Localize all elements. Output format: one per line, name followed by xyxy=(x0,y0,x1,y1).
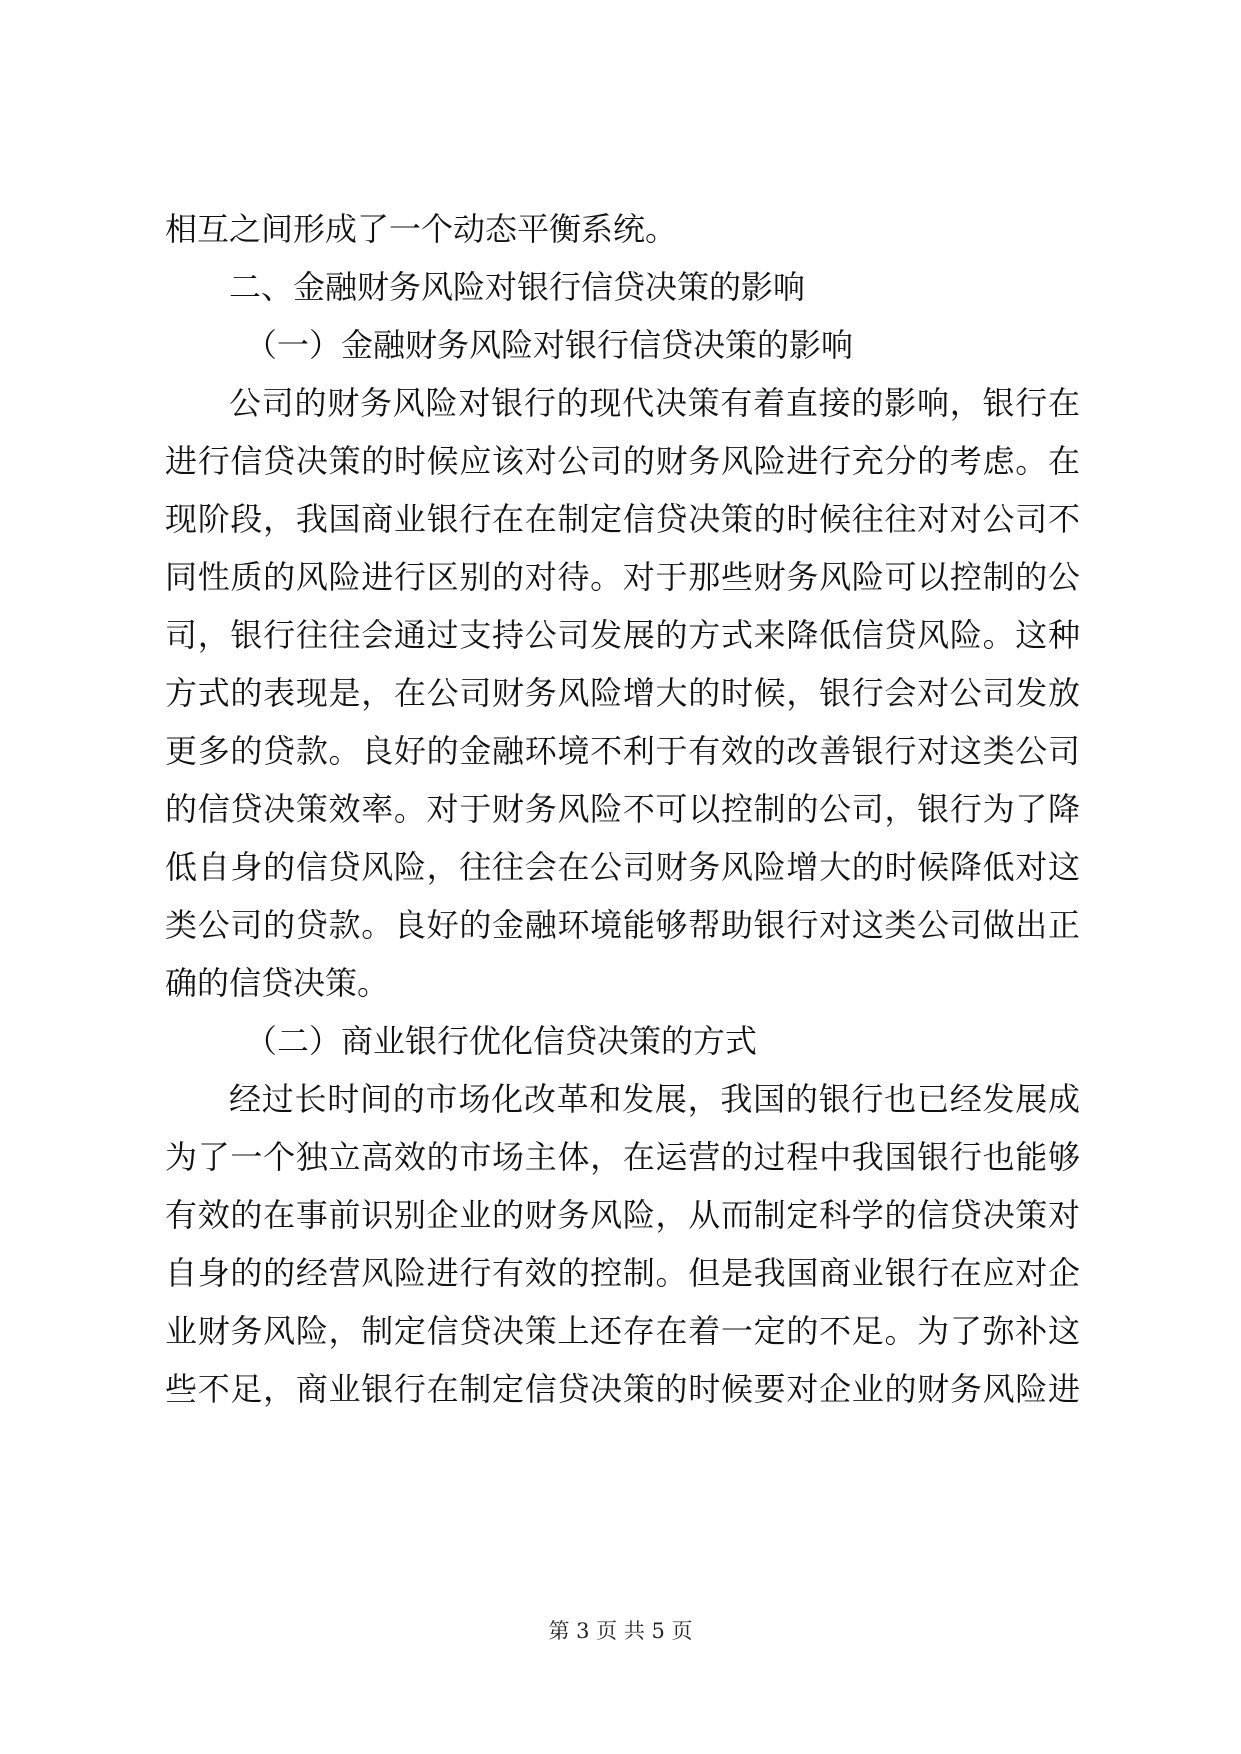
page-number-footer: 第 3 页 共 5 页 xyxy=(548,1619,693,1643)
paragraph-line: 司，银行往往会通过支持公司发展的方式来降低信贷风险。这种 xyxy=(165,616,1080,654)
paragraph-line: 进行信贷决策的时候应该对公司的财务风险进行充分的考虑。在 xyxy=(165,442,1080,480)
paragraph-line: 同性质的风险进行区别的对待。对于那些财务风险可以控制的公 xyxy=(165,558,1080,596)
document-body xyxy=(165,200,1080,1418)
paragraph-line: 低自身的信贷风险，往往会在公司财务风险增大的时候降低对这 xyxy=(165,848,1080,886)
paragraph-line: 现阶段，我国商业银行在在制定信贷决策的时候往往对对公司不 xyxy=(165,500,1080,538)
paragraph-line: 的信贷决策效率。对于财务风险不可以控制的公司，银行为了降 xyxy=(165,790,1080,828)
subsection-heading: （一）金融财务风险对银行信贷决策的影响 xyxy=(245,326,854,364)
paragraph-line: 业财务风险，制定信贷决策上还存在着一定的不足。为了弥补这 xyxy=(165,1312,1080,1350)
paragraph-line: 有效的在事前识别企业的财务风险，从而制定科学的信贷决策对 xyxy=(165,1196,1080,1234)
paragraph-line: 自身的的经营风险进行有效的控制。但是我国商业银行在应对企 xyxy=(165,1254,1080,1292)
paragraph-line: 更多的贷款。良好的金融环境不利于有效的改善银行对这类公司 xyxy=(165,732,1080,770)
paragraph-line: 确的信贷决策。 xyxy=(165,964,390,1002)
paragraph-line: 方式的表现是，在公司财务风险增大的时候，银行会对公司发放 xyxy=(165,674,1080,712)
paragraph-line: 公司的财务风险对银行的现代决策有着直接的影响，银行在 xyxy=(229,384,1080,422)
section-heading: 二、金融财务风险对银行信贷决策的影响 xyxy=(229,268,806,306)
paragraph-line: 经过长时间的市场化改革和发展，我国的银行也已经发展成 xyxy=(229,1080,1080,1118)
subsection-heading: （二）商业银行优化信贷决策的方式 xyxy=(245,1022,758,1060)
paragraph-line: 些不足，商业银行在制定信贷决策的时候要对企业的财务风险进 xyxy=(165,1370,1080,1408)
paragraph-line: 为了一个独立高效的市场主体，在运营的过程中我国银行也能够 xyxy=(165,1138,1080,1176)
paragraph-line: 相互之间形成了一个动态平衡系统。 xyxy=(165,210,678,248)
paragraph-line: 类公司的贷款。良好的金融环境能够帮助银行对这类公司做出正 xyxy=(165,906,1080,944)
